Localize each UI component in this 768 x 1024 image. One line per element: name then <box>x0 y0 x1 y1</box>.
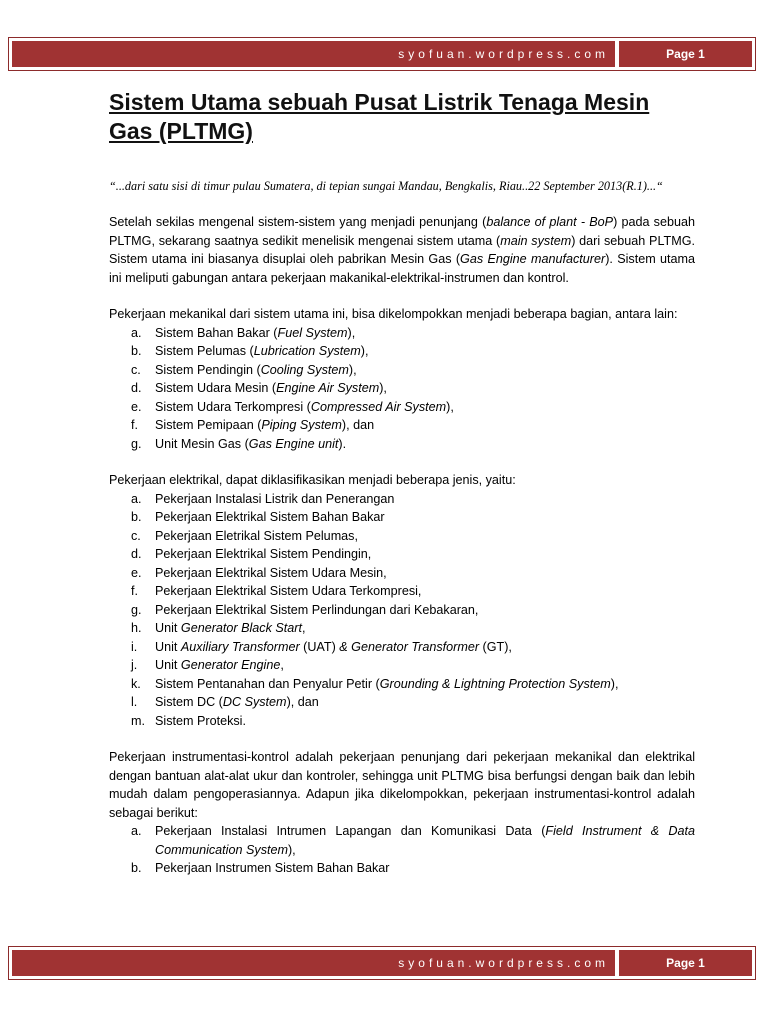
list-item <box>109 398 695 417</box>
page-header <box>8 37 756 71</box>
list-marker: b. <box>131 861 142 875</box>
list-item-text: ), dan <box>341 418 375 432</box>
list-item <box>109 712 695 731</box>
list-marker: e. <box>131 565 142 580</box>
list-item-text: Unit <box>155 621 181 635</box>
list-item-text: ), <box>446 399 454 414</box>
list-marker: b. <box>131 344 142 358</box>
list-item-italic: Grounding & Lightning Protection System <box>379 676 611 691</box>
list-marker: h. <box>131 621 142 635</box>
footer-site-name: syofuan.wordpress.com <box>12 950 615 976</box>
list-item-text: Pekerjaan Elektrikal Sistem Pendingin, <box>155 547 372 561</box>
list-item <box>109 675 695 694</box>
list-item <box>109 324 695 343</box>
list-marker: g. <box>131 436 142 451</box>
list-item <box>109 527 695 546</box>
intro-text-1: Setelah sekilas mengenal sistem-sistem yang menjadi penunjang ( <box>109 215 487 229</box>
list-item-text: Pekerjaan Instrumen Sistem Bahan Bakar <box>155 861 390 875</box>
list-item <box>109 342 695 361</box>
list-item <box>109 435 695 454</box>
list-item-text: ), <box>610 676 619 691</box>
list-item-text: ), <box>348 362 357 377</box>
list-item-text: Unit <box>155 639 181 654</box>
list-item-text: ), dan <box>286 695 319 709</box>
list-item-italic: Field Instrument & Data Communication System <box>155 824 695 857</box>
list-item <box>109 601 695 620</box>
intro-italic-2: main system <box>500 233 572 248</box>
list-marker: a. <box>131 824 142 838</box>
list-item <box>109 638 695 657</box>
list-item-text: Unit <box>155 658 181 672</box>
list-marker: a. <box>131 325 142 340</box>
page-footer <box>8 946 756 980</box>
list-marker: c. <box>131 528 141 543</box>
list-item-text: ), <box>379 381 387 395</box>
list-item-text: Pekerjaan Elektrikal Sistem Udara Terkompresi, <box>155 584 422 598</box>
list-item <box>109 379 695 398</box>
list-item <box>109 859 695 878</box>
list-marker: i. <box>131 639 138 654</box>
list-marker: b. <box>131 510 142 524</box>
electrical-intro: Pekerjaan elektrikal, dapat diklasifikasikan menjadi beberapa jenis, yaitu: <box>109 473 516 487</box>
list-item <box>109 582 695 601</box>
list-item-text: ), <box>360 344 369 358</box>
list-marker: g. <box>131 602 142 617</box>
list-marker: f. <box>131 418 138 432</box>
list-item-text: , <box>280 658 284 672</box>
list-marker: m. <box>131 713 145 728</box>
intro-text-4: ). Sistem utama ini meliputi gabungan antara pekerjaan makanikal-elektrikal-instrumen dan kontrol. <box>109 252 695 285</box>
list-item <box>109 508 695 527</box>
list-item <box>109 416 695 435</box>
list-item-text: , <box>302 621 306 635</box>
list-item-italic: & Generator Transformer <box>339 639 480 654</box>
list-item-text: (GT), <box>479 639 512 654</box>
list-item-text: Sistem Bahan Bakar ( <box>155 325 278 340</box>
list-item <box>109 656 695 675</box>
mechanical-intro: Pekerjaan mekanikal dari sistem utama ini, bisa dikelompokkan menjadi beberapa bagian, antara lain: <box>109 307 678 321</box>
list-marker: c. <box>131 362 141 377</box>
list-marker: a. <box>131 491 142 506</box>
list-item-italic: Piping System <box>261 418 342 432</box>
list-item-italic: Compressed Air System <box>310 399 447 414</box>
list-item-italic: Generator Black Start <box>180 621 302 635</box>
list-marker: d. <box>131 381 142 395</box>
list-item-italic: Auxiliary Transformer <box>180 639 300 654</box>
intro-paragraph <box>109 213 695 287</box>
list-item-italic: Generator Engine <box>180 658 281 672</box>
list-item-text: Pekerjaan Elektrikal Sistem Udara Mesin, <box>155 565 387 580</box>
list-item-italic: DC System <box>222 695 287 709</box>
intro-text-3: ) dari sebuah PLTMG. Sistem utama ini biasanya disuplai oleh pabrikan Mesin Gas ( <box>109 233 695 266</box>
electrical-list <box>109 490 695 731</box>
list-item-text: Sistem Udara Terkompresi ( <box>155 399 311 414</box>
list-marker: d. <box>131 547 142 561</box>
list-item-italic: Lubrication System <box>253 344 361 358</box>
list-item <box>109 490 695 509</box>
intro-italic-1: balance of plant - BoP <box>486 215 614 229</box>
list-item-italic: Engine Air System <box>276 381 380 395</box>
list-item-text: Sistem Pentanahan dan Penyalur Petir ( <box>155 676 380 691</box>
list-item-text: ), <box>347 325 356 340</box>
list-item-text: Sistem DC ( <box>155 695 223 709</box>
list-item-text: Pekerjaan Elektrikal Sistem Bahan Bakar <box>155 510 385 524</box>
instrumentation-intro: Pekerjaan instrumentasi-kontrol adalah pekerjaan penunjang dari pekerjaan mekanikal dan elektrikal dengan bantuan alat-alat ukur dan kontroler, sehingga unit PLTMG bisa berfungsi dengan baik dan lebih mudah dalam pengoperasiannya. Adapun jika dikelompokkan, pekerjaan instrumentasi-kontrol adalah sebagai berikut: <box>109 750 695 820</box>
instrumentation-list <box>109 822 695 878</box>
list-item-text: Pekerjaan Instalasi Listrik dan Penerangan <box>155 491 395 506</box>
header-page-number: Page 1 <box>619 41 752 67</box>
list-item <box>109 361 695 380</box>
list-marker: f. <box>131 584 138 598</box>
list-marker: j. <box>131 658 138 672</box>
footer-page-number: Page 1 <box>619 950 752 976</box>
list-item-italic: Gas Engine unit <box>248 436 339 451</box>
list-item <box>109 693 695 712</box>
list-item-text: (UAT) <box>299 639 340 654</box>
list-item-text: Sistem Pelumas ( <box>155 344 254 358</box>
list-item-text: Sistem Pendingin ( <box>155 362 261 377</box>
intro-italic-3: Gas Engine manufacturer <box>460 252 606 266</box>
list-item-text: Pekerjaan Eletrikal Sistem Pelumas, <box>155 528 358 543</box>
epigraph-quote: “...dari satu sisi di timur pulau Sumatera, di tepian sungai Mandau, Bengkalis, Riau..22 September 2013(R.1)...“ <box>109 179 663 193</box>
list-item-text: ). <box>338 436 347 451</box>
list-item-text: Sistem Udara Mesin ( <box>155 381 277 395</box>
list-marker: e. <box>131 399 142 414</box>
mechanical-list <box>109 324 695 454</box>
list-item <box>109 564 695 583</box>
list-item-text: Unit Mesin Gas ( <box>155 436 249 451</box>
header-site-name: syofuan.wordpress.com <box>12 41 615 67</box>
list-marker: l. <box>131 695 138 709</box>
list-marker: k. <box>131 676 141 691</box>
list-item <box>109 545 695 564</box>
list-item-text: Sistem Proteksi. <box>155 713 246 728</box>
list-item-text: Sistem Pemipaan ( <box>155 418 262 432</box>
document-title: Sistem Utama sebuah Pusat Listrik Tenaga Mesin Gas (PLTMG) <box>109 89 650 144</box>
list-item-text: ), <box>287 842 296 857</box>
list-item-italic: Cooling System <box>260 362 349 377</box>
list-item-text: Pekerjaan Instalasi Intrumen Lapangan dan Komunikasi Data ( <box>155 824 546 838</box>
list-item-italic: Fuel System <box>277 325 348 340</box>
list-item <box>109 822 695 859</box>
intro-text-2: ) pada sebuah PLTMG, sekarang saatnya sedikit menelisik mengenai sistem utama ( <box>109 215 695 248</box>
list-item <box>109 619 695 638</box>
list-item-text: Pekerjaan Elektrikal Sistem Perlindungan dari Kebakaran, <box>155 602 479 617</box>
document-body <box>109 88 695 878</box>
